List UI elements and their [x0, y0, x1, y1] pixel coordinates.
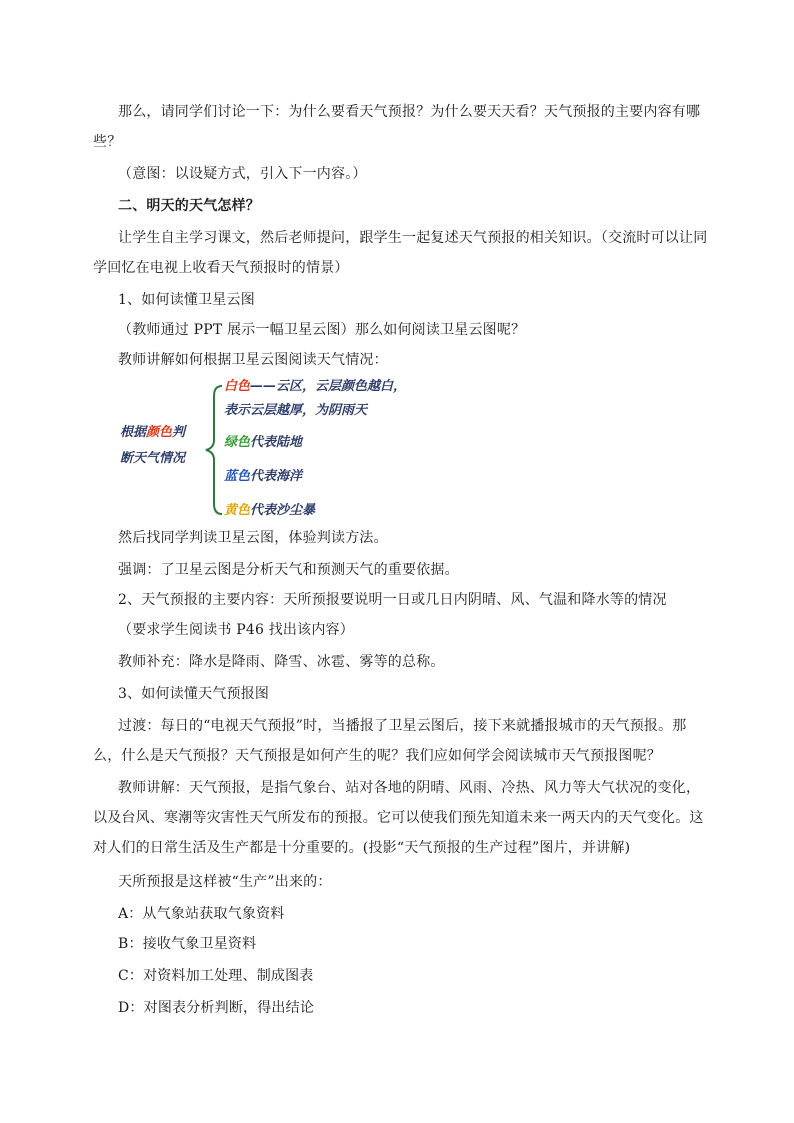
- diagram-left-label-pre: 根据: [120, 425, 147, 440]
- paragraph-discussion-line2: 些？: [93, 134, 122, 150]
- paragraph-ppt: （教师通过 PPT 展示一幅卫星云图）那么如何阅读卫星云图呢？: [118, 322, 526, 338]
- diagram-white-rest: ——云区，云层颜色越白，: [250, 379, 407, 394]
- paragraph-discussion-line1: 那么，请同学们讨论一下：为什么要看天气预报？为什么要天天看？天气预报的主要内容有哪: [118, 104, 701, 120]
- subsection-2-heading: 2、天气预报的主要内容：天所预报要说明一日或几日内阴晴、风、气温和降水等的情况: [118, 592, 667, 608]
- paragraph-intent: （意图：以设疑方式，引入下一内容。）: [118, 166, 367, 182]
- paragraph-supplement: 教师补充：降水是降雨、降雪、冰雹、雾等的总称。: [118, 654, 445, 670]
- subsection-3-heading: 3、如何读懂天气预报图: [118, 686, 270, 702]
- diagram-left-label-line1: [120, 424, 185, 442]
- paragraph-self-study-line2: 学回忆在电视上收看天气预报时的情景）: [93, 260, 349, 276]
- diagram-blue-line: [224, 468, 302, 486]
- paragraph-teacher-explain: 教师讲解如何根据卫星云图阅读天气情况：: [118, 352, 388, 368]
- diagram-green-rest: 代表陆地: [250, 435, 303, 450]
- diagram-yellow-word: 黄色: [224, 503, 251, 518]
- diagram-yellow-line: [224, 502, 315, 520]
- diagram-green-line: [224, 434, 302, 452]
- paragraph-transition-line2: 么，什么是天气预报？天气预报是如何产生的呢？我们应如何学会阅读城市天气预报图呢？: [93, 748, 661, 764]
- paragraph-forecast-def-line1: 教师讲解：天气预报，是指气象台、站对各地的阴晴、风雨、冷热、风力等大气状况的变化，: [118, 780, 701, 796]
- paragraph-reading-book: （要求学生阅读书 P46 找出该内容）: [118, 622, 354, 638]
- diagram-green-word: 绿色: [224, 435, 251, 450]
- paragraph-forecast-def-line2: 以及台风、寒潮等灾害性天气所发布的预报。它可以使我们预先知道未来一两天内的天气变化。这: [93, 810, 704, 826]
- paragraph-forecast-def-line3: 对人们的日常生活及生产都是十分重要的。(投影“天气预报的生产过程”图片，并讲解): [93, 840, 631, 856]
- section-heading-2: 二、明天的天气怎样？: [118, 198, 260, 214]
- subsection-1-heading: 1、如何读懂卫星云图: [118, 292, 255, 308]
- diagram-left-label-color: 颜色: [146, 425, 173, 440]
- diagram-white-line2: 表示云层越厚，为阴雨天: [224, 403, 368, 418]
- paragraph-practice: 然后找同学判读卫星云图，体验判读方法。: [118, 530, 388, 546]
- list-item-c: C：对资料加工处理、制成图表: [118, 968, 314, 984]
- list-item-a: A：从气象站获取气象资料: [118, 906, 285, 922]
- paragraph-transition-line1: 过渡：每日的“电视天气预报”时，当播报了卫星云图后，接下来就播报城市的天气预报。那: [118, 718, 687, 734]
- diagram-yellow-rest: 代表沙尘暴: [250, 503, 316, 518]
- diagram-left-label-post: 判: [172, 425, 186, 440]
- paragraph-emphasis: 强调：了卫星云图是分析天气和预测天气的重要依据。: [118, 562, 459, 578]
- diagram-left-label-line2: 断天气情况: [120, 451, 186, 466]
- satellite-color-diagram: [118, 374, 478, 524]
- list-item-d: D：对图表分析判断，得出结论: [118, 1000, 315, 1016]
- list-item-b: B：接收气象卫星资料: [118, 936, 257, 952]
- diagram-blue-rest: 代表海洋: [250, 469, 303, 484]
- diagram-blue-word: 蓝色: [224, 469, 251, 484]
- paragraph-self-study-line1: 让学生自主学习课文，然后老师提问，跟学生一起复述天气预报的相关知识。（交流时可以让同: [118, 230, 708, 246]
- diagram-white-line1: [224, 378, 406, 396]
- diagram-white-word: 白色: [224, 379, 251, 394]
- paragraph-production: 天所预报是这样被“生产”出来的：: [118, 874, 332, 890]
